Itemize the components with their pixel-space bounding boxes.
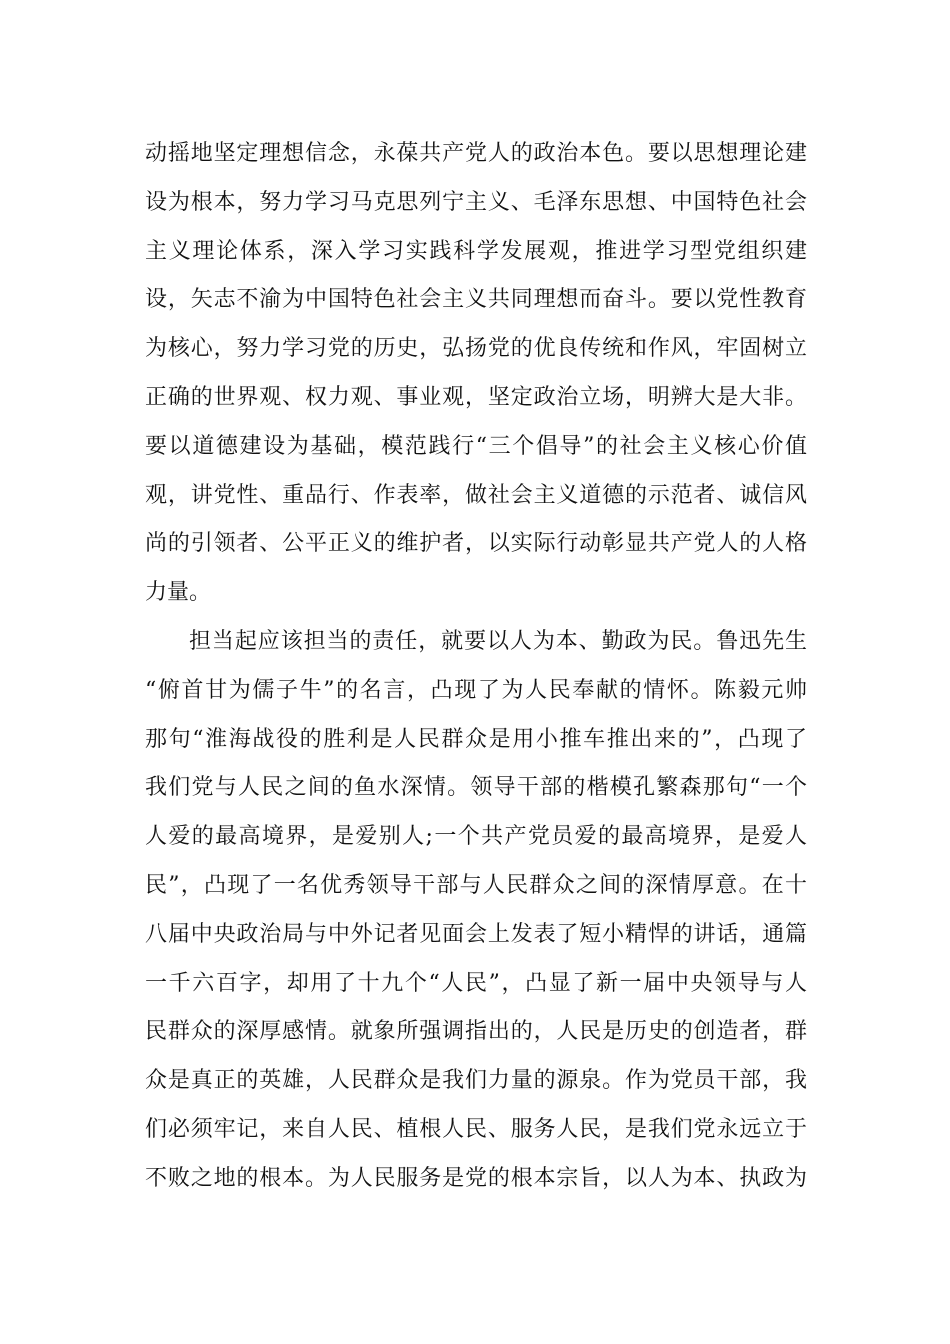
paragraph-1 (145, 130, 807, 618)
text-line: 要以道德建设为基础，模范践行“三个倡导”的社会主义核心价值 (145, 433, 807, 459)
text-line: 尚的引领者、公平正义的维护者，以实际行动彰显共产党人的人格 (145, 531, 807, 557)
text-line: 人爱的最高境界，是爱别人;一个共产党员爱的最高境界，是爱人 (145, 824, 807, 850)
text-line: 们必须牢记，来自人民、植根人民、服务人民，是我们党永远立于 (145, 1116, 807, 1142)
text-line: 担当起应该担当的责任，就要以人为本、勤政为民。鲁迅先生 (189, 628, 807, 654)
text-line: 民群众的深厚感情。就象所强调指出的，人民是历史的创造者，群 (145, 1019, 807, 1045)
body-text (145, 130, 807, 1204)
text-line: 动摇地坚定理想信念，永葆共产党人的政治本色。要以思想理论建 (145, 141, 807, 166)
text-line: 众是真正的英雄，人民群众是我们力量的源泉。作为党员干部，我 (145, 1068, 807, 1094)
text-line: 为核心，努力学习党的历史，弘扬党的优良传统和作风，牢固树立 (145, 336, 807, 362)
text-line: 一千六百字，却用了十九个“人民”，凸显了新一届中央领导与人 (145, 970, 807, 996)
text-line: 主义理论体系，深入学习实践科学发展观，推进学习型党组织建 (145, 238, 807, 264)
text-line: 力量。 (145, 580, 212, 606)
text-line: 八届中央政治局与中外记者见面会上发表了短小精悍的讲话，通篇 (145, 921, 807, 947)
text-line: 设，矢志不渝为中国特色社会主义共同理想而奋斗。要以党性教育 (145, 287, 807, 313)
text-line: 不败之地的根本。为人民服务是党的根本宗旨，以人为本、执政为 (145, 1165, 807, 1191)
text-line: “俯首甘为儒子牛”的名言，凸现了为人民奉献的情怀。陈毅元帅 (145, 677, 807, 703)
paragraph-2 (145, 618, 807, 1204)
text-line: 正确的世界观、权力观、事业观，坚定政治立场，明辨大是大非。 (145, 384, 807, 410)
text-line: 那句“淮海战役的胜利是人民群众是用小推车推出来的”，凸现了 (145, 726, 807, 752)
text-line: 观，讲党性、重品行、作表率，做社会主义道德的示范者、诚信风 (145, 482, 807, 508)
text-line: 我们党与人民之间的鱼水深情。领导干部的楷模孔繁森那句“一个 (145, 775, 807, 801)
text-line: 设为根本，努力学习马克思列宁主义、毛泽东思想、中国特色社会 (145, 189, 807, 215)
text-line: 民”，凸现了一名优秀领导干部与人民群众之间的深情厚意。在十 (145, 872, 807, 898)
